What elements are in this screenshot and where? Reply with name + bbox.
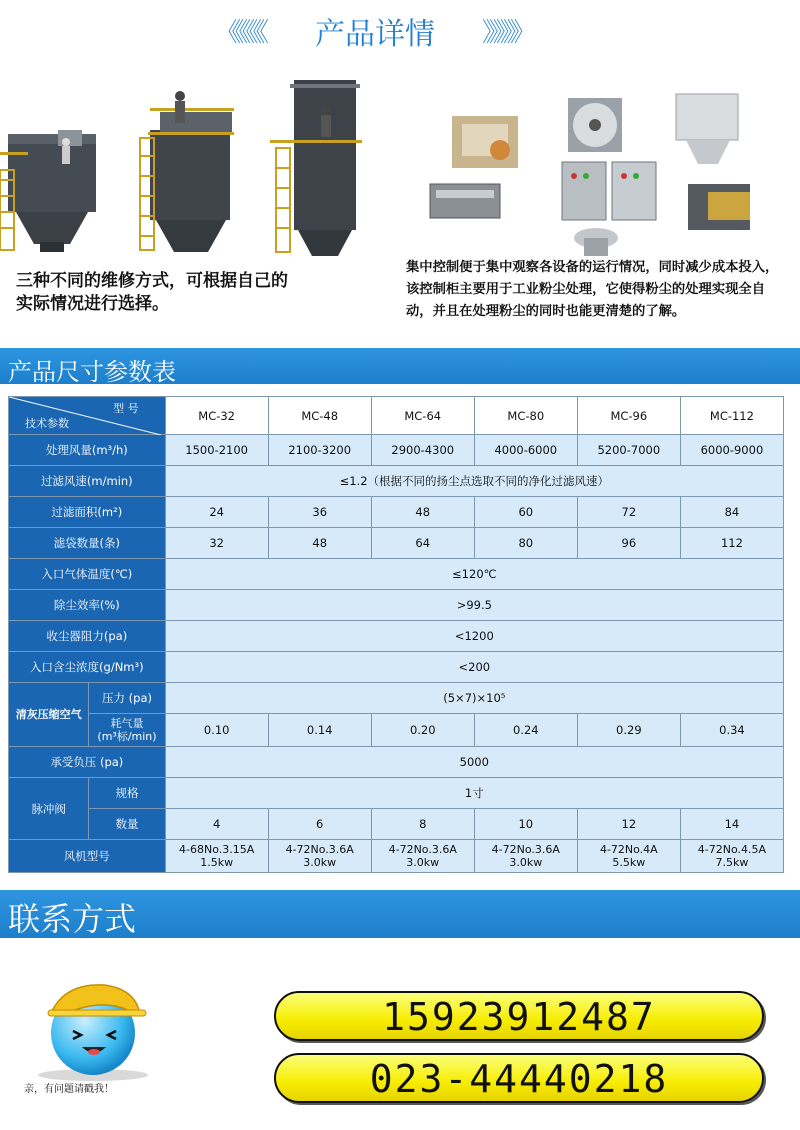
table-corner: 型 号 技术参数 <box>9 397 166 435</box>
table-cell: 64 <box>371 528 474 559</box>
row-label-inlet-temp: 入口气体温度(℃) <box>9 559 166 590</box>
table-cell: 4-72No.3.6A 3.0kw <box>474 840 577 873</box>
control-devices-illustration <box>412 92 784 262</box>
page-title: 产品详情 <box>315 17 435 52</box>
mobile-phone-badge[interactable] <box>274 991 764 1041</box>
model-header: MC-112 <box>680 397 783 435</box>
table-cell: 60 <box>474 497 577 528</box>
model-header: MC-64 <box>371 397 474 435</box>
table-cell: 4-72No.4A 5.5kw <box>577 840 680 873</box>
table-cell-merged: 1寸 <box>165 778 783 809</box>
size-section-title: 产品尺寸参数表 <box>8 358 176 386</box>
mobile-phone-number: 15923912487 <box>382 995 656 1039</box>
row-label-filter-speed: 过滤风速(m/min) <box>9 466 166 497</box>
table-cell: 6 <box>268 809 371 840</box>
table-row <box>9 621 784 652</box>
table-cell: 36 <box>268 497 371 528</box>
row-label-pressure: 压力 (pa) <box>89 683 165 714</box>
parameter-table <box>8 396 784 873</box>
table-cell: 4 <box>165 809 268 840</box>
table-cell: 2100-3200 <box>268 435 371 466</box>
table-row <box>9 714 784 747</box>
table-row <box>9 497 784 528</box>
contact-section-bar <box>0 890 800 938</box>
row-label-resistance: 收尘器阻力(pa) <box>9 621 166 652</box>
control-caption: 集中控制便于集中观察各设备的运行情况，同时减少成本投入，该控制柜主要用于工业粉尘处理，它使得粉尘的处理实现全自动，并且在处理粉尘的同时也能更清楚的了解。 <box>406 260 779 319</box>
table-cell: 4-72No.4.5A 7.5kw <box>680 840 783 873</box>
table-row <box>9 528 784 559</box>
table-cell: 1500-2100 <box>165 435 268 466</box>
control-cabinet-image <box>562 162 656 220</box>
table-row <box>9 747 784 778</box>
table-row <box>9 435 784 466</box>
model-header: MC-48 <box>268 397 371 435</box>
table-cell: 80 <box>474 528 577 559</box>
contact-section-title: 联系方式 <box>8 900 137 938</box>
table-cell-merged: <200 <box>165 652 783 683</box>
filter-box-image <box>430 184 500 218</box>
row-label-efficiency: 除尘效率(%) <box>9 590 166 621</box>
table-cell: 48 <box>371 497 474 528</box>
row-label-filter-area: 过滤面积(m²) <box>9 497 166 528</box>
table-cell: 48 <box>268 528 371 559</box>
table-cell: 0.10 <box>165 714 268 747</box>
header-deco-left: 《《《《《 <box>215 18 264 48</box>
table-cell-merged: ≤120℃ <box>165 559 783 590</box>
table-row <box>9 559 784 590</box>
table-row <box>9 590 784 621</box>
row-label-consumption: 耗气量 (m³标/min) <box>89 714 165 747</box>
row-label-negative-pressure: 承受负压 (pa) <box>9 747 166 778</box>
table-cell: 0.14 <box>268 714 371 747</box>
row-group-compressed-air: 清灰压缩空气 <box>9 683 89 747</box>
table-row <box>9 466 784 497</box>
table-row <box>9 840 784 873</box>
table-cell: 6000-9000 <box>680 435 783 466</box>
row-label-inlet-dust: 入口含尘浓度(g/Nm³) <box>9 652 166 683</box>
table-row <box>9 809 784 840</box>
header-deco-right: 》》》》》 <box>482 18 531 48</box>
worker-panel-image <box>452 116 518 168</box>
table-cell: 112 <box>680 528 783 559</box>
dust-collector-illustration <box>0 72 380 260</box>
maintenance-caption: 三种不同的维修方式，可根据自己的 实际情况进行选择。 <box>16 271 288 314</box>
table-cell: 0.29 <box>577 714 680 747</box>
collector-small <box>0 130 96 252</box>
size-section-bar <box>0 348 800 384</box>
table-cell-merged: ≤1.2（根据不同的扬尘点选取不同的净化过滤风速） <box>165 466 783 497</box>
axial-fan-image <box>568 98 622 152</box>
page-header <box>0 0 800 60</box>
table-row <box>9 652 784 683</box>
row-label-airflow: 处理风量(m³/h) <box>9 435 166 466</box>
table-cell: 4-68No.3.15A 1.5kw <box>165 840 268 873</box>
row-label-bag-count: 滤袋数量(条) <box>9 528 166 559</box>
row-label-fan: 风机型号 <box>9 840 166 873</box>
table-cell: 14 <box>680 809 783 840</box>
landline-phone-number: 023-44440218 <box>369 1057 669 1101</box>
table-cell: 32 <box>165 528 268 559</box>
table-cell: 8 <box>371 809 474 840</box>
table-row <box>9 778 784 809</box>
model-header: MC-32 <box>165 397 268 435</box>
model-header: MC-96 <box>577 397 680 435</box>
table-cell-merged: >99.5 <box>165 590 783 621</box>
table-cell: 4-72No.3.6A 3.0kw <box>371 840 474 873</box>
table-cell-merged: <1200 <box>165 621 783 652</box>
table-cell: 12 <box>577 809 680 840</box>
table-cell: 0.34 <box>680 714 783 747</box>
table-header-row <box>9 397 784 435</box>
row-group-pulse-valve: 脉冲阀 <box>9 778 89 840</box>
table-cell: 2900-4300 <box>371 435 474 466</box>
table-cell: 0.20 <box>371 714 474 747</box>
row-label-valve-spec: 规格 <box>89 778 165 809</box>
table-cell: 72 <box>577 497 680 528</box>
table-cell: 5200-7000 <box>577 435 680 466</box>
roof-fan-image <box>574 228 618 256</box>
collector-unit-image <box>676 94 738 164</box>
table-cell: 4-72No.3.6A 3.0kw <box>268 840 371 873</box>
table-cell: 96 <box>577 528 680 559</box>
table-cell: 84 <box>680 497 783 528</box>
collector-large <box>270 80 362 256</box>
table-row <box>9 683 784 714</box>
model-header: MC-80 <box>474 397 577 435</box>
centrifugal-fan-image <box>688 184 750 230</box>
mascot-icon[interactable] <box>18 975 218 1095</box>
row-label-valve-qty: 数量 <box>89 809 165 840</box>
table-cell-merged: (5×7)×10⁵ <box>165 683 783 714</box>
table-cell: 24 <box>165 497 268 528</box>
table-cell: 0.24 <box>474 714 577 747</box>
collector-medium <box>140 91 234 252</box>
table-cell-merged: 5000 <box>165 747 783 778</box>
mascot-text: 亲，有问题请戳我！ <box>24 1084 114 1095</box>
table-cell: 4000-6000 <box>474 435 577 466</box>
table-cell: 10 <box>474 809 577 840</box>
landline-phone-badge[interactable] <box>274 1053 764 1103</box>
